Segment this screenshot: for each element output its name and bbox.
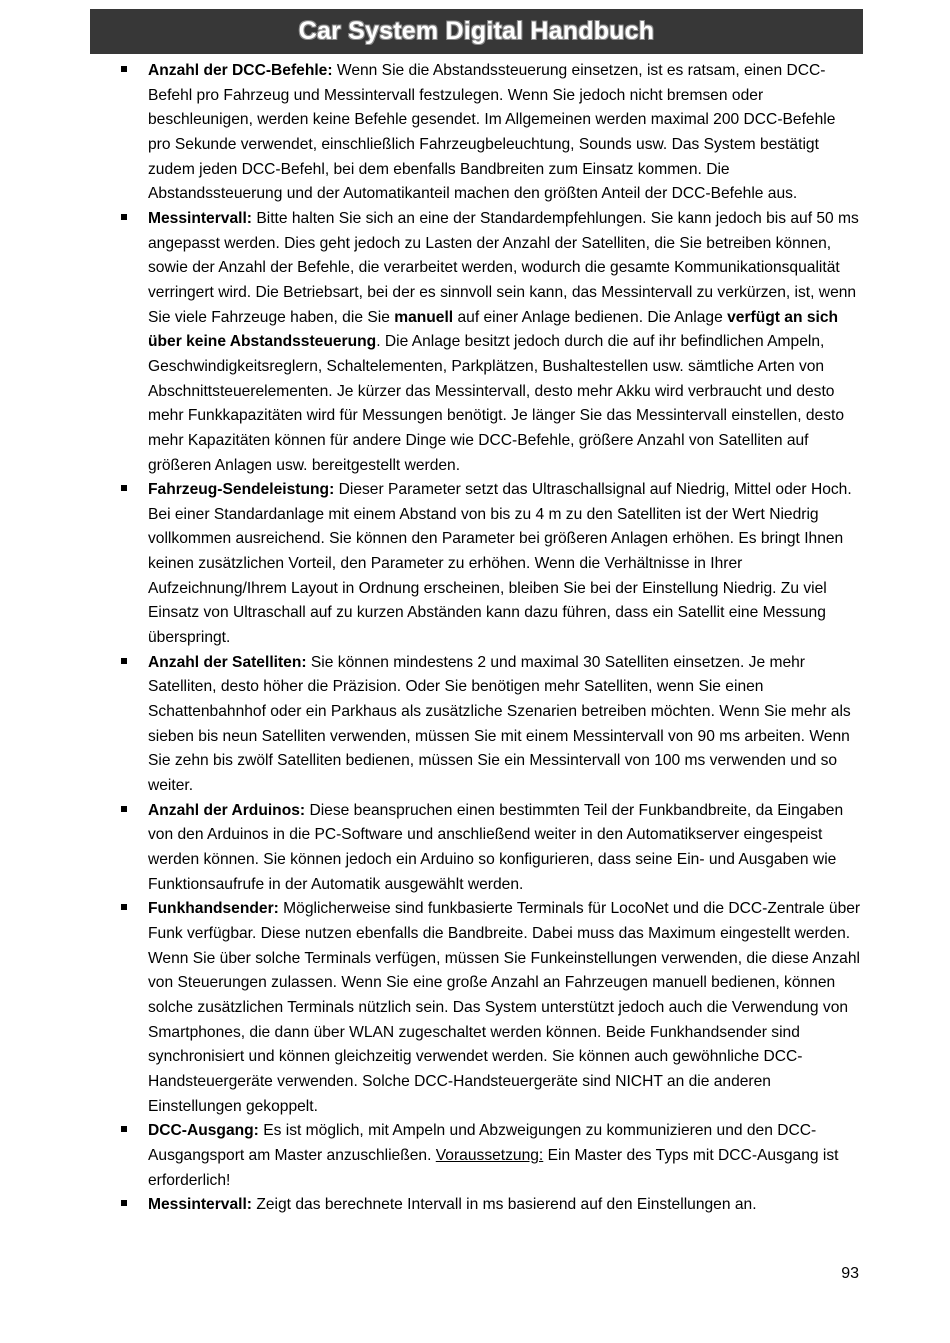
page-header: [90, 9, 863, 54]
item-term: Messintervall:: [148, 209, 253, 227]
item-term: Funkhandsender:: [148, 900, 279, 918]
list-item-arduinos: [117, 799, 861, 898]
item-term: Anzahl der DCC-Befehle:: [148, 62, 333, 79]
square-bullet-icon: [121, 658, 127, 664]
list-item-dcc-befehle: [117, 59, 861, 207]
item-text: Zeigt das berechnete Intervall in ms basierend auf den Einstellungen an.: [252, 1196, 757, 1214]
list-item-messintervall-anzeige: [117, 1193, 861, 1218]
parameter-list: [117, 59, 861, 1218]
square-bullet-icon: [121, 214, 127, 220]
item-text: . Die Anlage besitzt jedoch durch die auf ihr befindlichen Ampeln, Geschwindigkeitsreglern, Schaltelementen, Parkplätzen, Bushaltestellen usw. sämtliche Arten von Abschnittsteuerelementen. Je kürzer das Messintervall, desto mehr Akku wird verbraucht und desto mehr Funkkapazitäten wird für Messungen benötigt. Je länger Sie das Messintervall einstellen, desto mehr Kapazitäten können für andere Dinge wie DCC-Befehle, größere Anzahl von Satelliten auf größeren Anlagen usw. bereitgestellt werden.: [148, 333, 845, 474]
item-text: Diese beanspruchen einen bestimmten Teil der Funkbandbreite, da Eingaben von den Arduinos in die PC-Software und anschließend weiter in den Automatikserver eingespeist werden können. Sie können jedoch ein Arduino so konfigurieren, dass seine Ein- und Ausgaben wie Funktionsaufrufe in der Automatik ausgewählt werden.: [148, 801, 844, 893]
item-text: Dieser Parameter setzt das Ultraschallsignal auf Niedrig, Mittel oder Hoch. Bei einer Standardanlage mit einem Abstand von bis zu 4 m zu den Satelliten ist der Wert Niedrig vollkommen ausreichend. Sie können den Parameter bei größeren Anlagen erhöhen. Es bringt Ihnen keinen zusätzlichen Vorteil, den Parameter zu erhöhen. Wenn die Verhältnisse in Ihrer Aufzeichnung/Ihrem Layout in Ordnung erscheinen, bleiben Sie bei der Einstellung Niedrig. Zu viel Einsatz von Ultraschall auf zu kurzen Abständen kann dazu führen, dass ein Satellit eine Messung überspringt.: [148, 481, 852, 647]
item-text: Ein Master des Typs mit DCC-Ausgang ist erforderlich!: [148, 1146, 839, 1189]
item-text: Wenn Sie die Abstandssteuerung einsetzen, ist es ratsam, einen DCC-Befehl pro Fahrzeug und Messintervall festzulegen. Wenn Sie jedoch nicht bremsen oder beschleunigen, werden keine Befehle gesendet. Im Allgemeinen werden maximal 200 DCC-Befehle pro Sekunde verwendet, einschließlich Fahrzeugbeleuchtung, Sounds usw. Das System bestätigt zudem jeden DCC-Befehl, bei dem ebenfalls Bandbreiten zum Einsatz kommen. Die Abstandssteuerung und der Automatikanteil machen den größten Anteil der DCC-Befehle aus.: [148, 62, 836, 203]
item-emphasis: verfügt an sich über keine Abstandssteuerung: [148, 308, 839, 351]
item-text: Bitte halten Sie sich an eine der Standardempfehlungen. Sie kann jedoch bis auf 50 ms angepasst werden. Dies geht jedoch zu Lasten der Anzahl der Satelliten, die Sie betreiben können, sowie der Anzahl der Befehle, die verarbeitet werden, wodurch die gesamte Kommunikationsqualität verringert wird. Die Betriebsart, bei der es sinnvoll sein kann, das Messintervall zu verkürzen, ist, wenn Sie viele Fahrzeuge haben, die Sie: [148, 209, 859, 326]
page-number: 93: [841, 1265, 859, 1282]
header-title: Car System Digital Handbuch: [298, 17, 655, 45]
item-text: Es ist möglich, mit Ampeln und Abzweigungen zu kommunizieren und den DCC-Ausgangsport am Master anzuschließen.: [148, 1122, 817, 1164]
square-bullet-icon: [121, 1200, 127, 1206]
item-term: Messintervall:: [148, 1196, 253, 1214]
square-bullet-icon: [121, 485, 127, 491]
item-term: DCC-Ausgang:: [148, 1122, 259, 1140]
square-bullet-icon: [121, 1126, 127, 1132]
document-body: [117, 59, 861, 1218]
item-term: Fahrzeug-Sendeleistung:: [148, 481, 335, 499]
list-item-funkhandsender: [117, 897, 861, 1119]
list-item-dcc-ausgang: [117, 1119, 861, 1193]
item-text: Möglicherweise sind funkbasierte Terminals für LocoNet und die DCC-Zentrale über Funk verfügbar. Diese nutzen ebenfalls die Bandbreite. Dabei muss das Maximum eingestellt werden. Wenn Sie über solche Terminals verfügen, müssen Sie Funkeinstellungen verwenden, die diese Anzahl von Steuerungen zulassen. Wenn Sie eine große Anzahl an Fahrzeugen manuell bedienen, können solche zusätzlichen Terminals nützlich sein. Das System unterstützt jedoch auch die Verwendung von Smartphones, die dann über WLAN zugeschaltet werden können. Beide Funkhandsender sind synchronisiert und können gleichzeitig verwendet werden. Sie können auch gewöhnliche DCC-Handsteuergeräte verwenden. Solche DCC-Handsteuergeräte sind NICHT an die anderen Einstellungen gekoppelt.: [148, 900, 861, 1115]
item-text: Sie können mindestens 2 und maximal 30 Satelliten einsetzen. Je mehr Satelliten, desto höher die Präzision. Oder Sie benötigen mehr Satelliten, wenn Sie einen Schattenbahnhof oder ein Parkhaus als zusätzliche Szenarien betreiben möchten. Wenn Sie mehr als sieben bis neun Satelliten verwenden, müssen Sie mit einem Messintervall von 90 ms arbeiten. Wenn Sie zehn bis zwölf Satelliten bedienen, müssen Sie ein Messintervall von 100 ms verwenden und so weiter.: [148, 653, 851, 795]
list-item-satelliten: [117, 651, 861, 799]
square-bullet-icon: [121, 806, 127, 812]
item-underlined: Voraussetzung:: [435, 1146, 544, 1164]
square-bullet-icon: [121, 904, 127, 910]
item-term: Anzahl der Satelliten:: [148, 653, 307, 671]
item-emphasis: manuell: [394, 308, 454, 326]
square-bullet-icon: [121, 66, 127, 72]
list-item-sendeleistung: [117, 478, 861, 651]
item-text: auf einer Anlage bedienen. Die Anlage: [453, 308, 728, 326]
item-term: Anzahl der Arduinos:: [148, 801, 306, 819]
list-item-messintervall: [117, 207, 861, 478]
